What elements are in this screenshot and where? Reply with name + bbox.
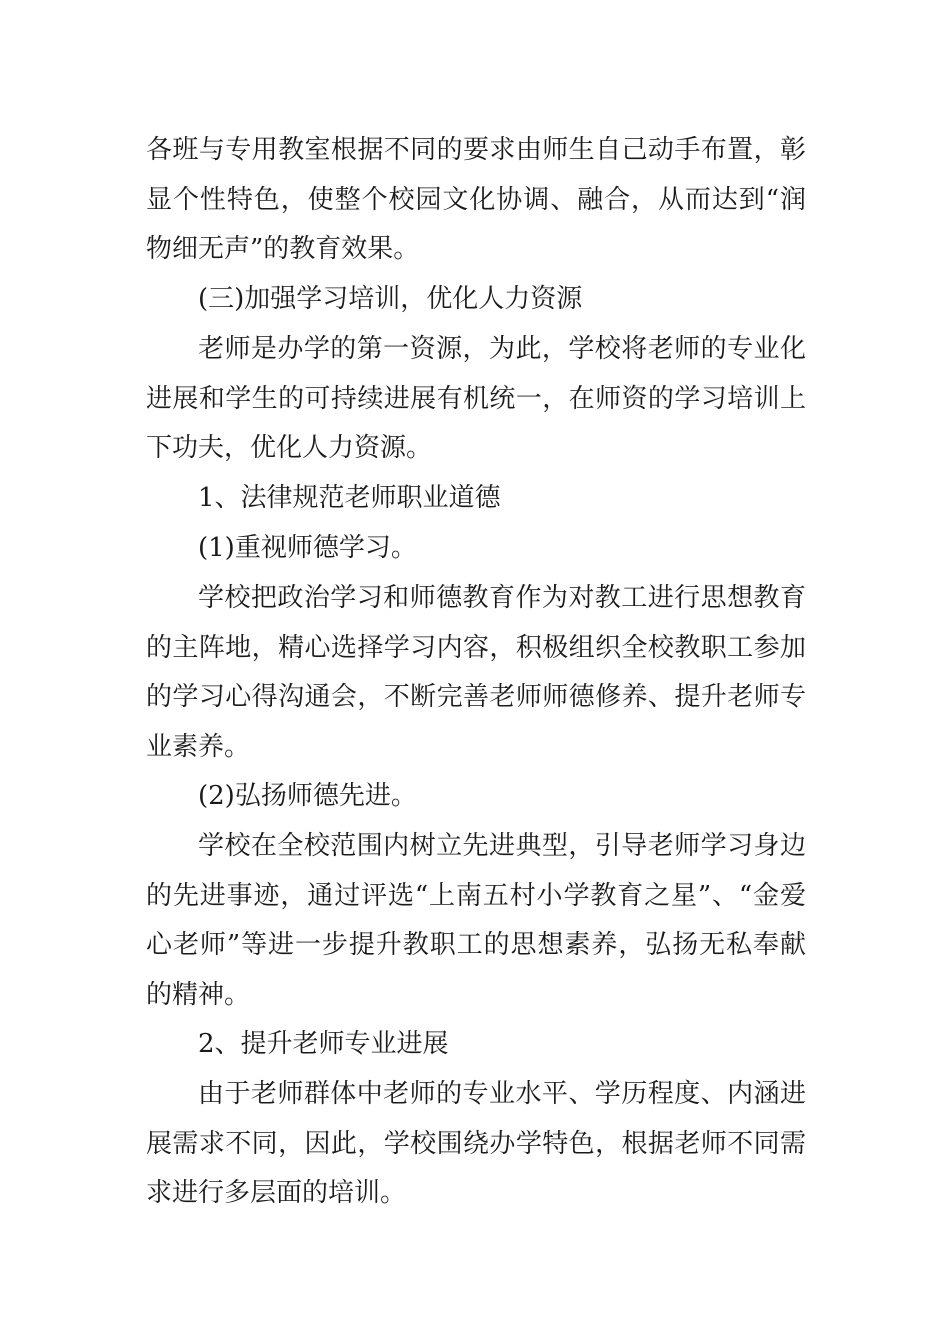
item-heading-promote-models: (2)弘扬师德先进。 — [198, 781, 417, 811]
paragraph-multilevel-training: 由于老师群体中老师的专业水平、学历程度、内涵进展需求不同，因此，学校围绕办学特色，根据老师不同需求进行多层面的培训。 — [146, 1079, 806, 1208]
item-heading-ethics-study: (1)重视师德学习。 — [198, 533, 417, 563]
paragraph-ethics-study: 学校把政治学习和师德教育作为对教工进行思想教育的主阵地，精心选择学习内容，积极组织全校教职工参加的学习心得沟通会，不断完善老师师德修养、提升老师专业素养。 — [146, 583, 806, 762]
paragraph-teacher-resource: 老师是办学的第一资源，为此，学校将老师的专业化进展和学生的可持续进展有机统一，在师资的学习培训上下功夫，优化人力资源。 — [146, 334, 806, 463]
paragraph-campus-culture-continuation: 各班与专用教室根据不同的要求由师生自己动手布置，彰显个性特色，使整个校园文化协调、融合，从而达到“润物细无声”的教育效果。 — [146, 135, 806, 264]
subheading-professional-ethics: 1、法律规范老师职业道德 — [198, 483, 501, 513]
section-heading-training: (三)加强学习培训，优化人力资源 — [198, 284, 583, 314]
paragraph-promote-models: 学校在全校范围内树立先进典型，引导老师学习身边的先进事迹，通过评选“上南五村小学教育之星”、“金爱心老师”等进一步提升教职工的思想素养，弘扬无私奉献的精神。 — [146, 831, 806, 1010]
subheading-professional-development: 2、提升老师专业进展 — [198, 1029, 449, 1059]
